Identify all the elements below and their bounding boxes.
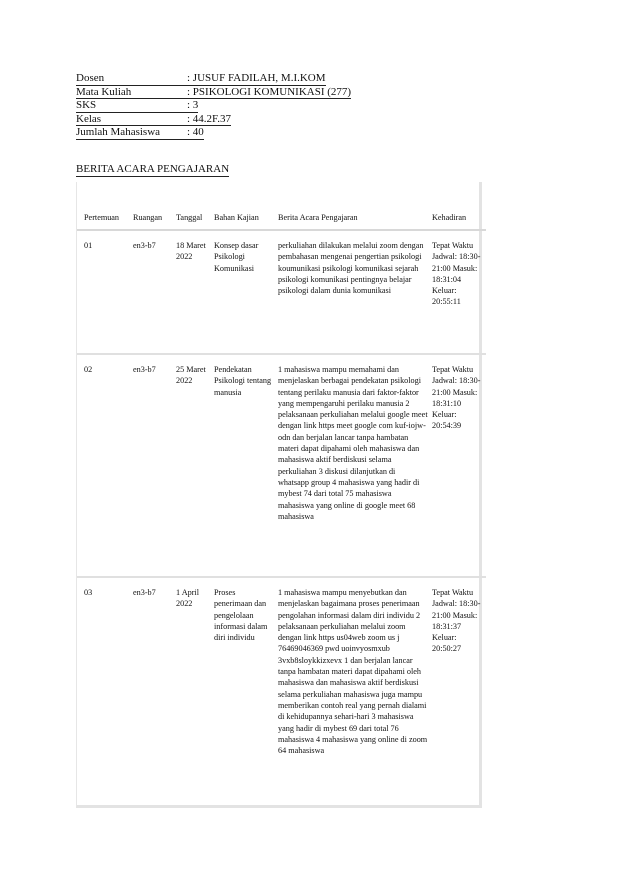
header-tanggal: Tanggal (176, 212, 203, 222)
course-info (76, 72, 351, 140)
header-ruangan: Ruangan (133, 212, 163, 222)
info-row-jumlah-mahasiswa (76, 126, 351, 140)
info-label: Jumlah Mahasiswa (76, 126, 187, 140)
header-kehadiran: Kehadiran (432, 212, 467, 222)
table-row (77, 354, 486, 577)
header-pertemuan: Pertemuan (84, 212, 120, 222)
cell-kehadiran (432, 230, 486, 354)
cell-tanggal (176, 577, 214, 805)
cell-bahan-kajian-text: Konsep dasar Psikologi Komunikasi (214, 241, 259, 273)
cell-berita-acara-text: 1 mahasiswa mampu memahami dan menjelaskan berbagai pendekatan psikologi tentang perilaku manusia dari faktor-faktor yang mempengaruhi perilaku manusia 2 pelaksanaan perkuliahan melalui google meet dengan link https meet google com kuf-iojw-odn dan berjalan lancar tanpa hambatan materi dapat dipahami oleh mahasiswa dan mahasiswa aktif berdiskusi selama perkuliahan 3 diskusi dilanjutkan di whatsapp group 4 mahasiswa yang hadir di mybest 74 dari total 75 mahasiswa mahasiswa yang online di google meet 68 mahasiswa (278, 365, 428, 521)
cell-tanggal-text: 25 Maret 2022 (176, 365, 206, 386)
teaching-report-table (76, 182, 482, 808)
cell-berita-acara-text: perkuliahan dilakukan melalui zoom dengan pembahasan mengenai pengertian psikologi koumunikasi psikologi komunikasi sejarah psikologi komunikasi pentingnya belajar psikologi dalam dunia komunikasi (278, 241, 424, 296)
info-label: Dosen (76, 72, 187, 86)
cell-kehadiran (432, 577, 486, 805)
info-value: : JUSUF FADILAH, M.I.KOM (187, 72, 326, 84)
info-value: : PSIKOLOGI KOMUNIKASI (277) (187, 85, 352, 98)
table-row (77, 577, 486, 805)
cell-kehadiran-text: Tepat Waktu Jadwal: 18:30-21:00 Masuk: 18:31:10 Keluar: 20:54:39 (432, 365, 481, 431)
cell-pertemuan: 03 (84, 588, 93, 597)
info-row-kelas (76, 113, 351, 127)
info-value: : 44.2F.37 (187, 112, 232, 125)
info-row-sks (76, 99, 351, 113)
cell-bahan-kajian-text: Proses penerimaan dan pengelolaan informasi dalam diri individu (214, 588, 268, 643)
header-berita-acara: Berita Acara Pengajaran (278, 212, 358, 222)
cell-kehadiran (432, 354, 486, 577)
cell-bahan-kajian-text: Pendekatan Psikologi tentang manusia (214, 365, 272, 397)
info-row-mata-kuliah (76, 86, 351, 100)
cell-berita-acara-text: 1 mahasiswa mampu menyebutkan dan menjelaskan bagaimana proses penerimaan pengolahan informasi dalam diri individu 2 pelaksanaan perkuliahan melalui zoom dengan link https us04web zoom us j 76469046369 pwd uoinvyosmxub 3vxb8sloykkizxevx 1 dan berjalan lancar tanpa hambatan materi dapat dipahami oleh mahasiswa dan mahasiswa aktif berdiskusi selama perkuliahan mahasiswa juga mampu memberikan contoh real yang pernah dialami di kehidupannya sehari-hari 3 mahasiswa yang hadir di mybest 69 dari total 76 mahasiswa 4 mahasiswa yang online di zoom 64 mahasiswa (278, 588, 428, 756)
cell-bahan-kajian (214, 354, 278, 577)
report-table (77, 182, 486, 805)
cell-tanggal-text: 18 Maret 2022 (176, 241, 206, 262)
cell-tanggal (176, 230, 214, 354)
info-value: : 3 (187, 99, 199, 112)
cell-kehadiran-text: Tepat Waktu Jadwal: 18:30-21:00 Masuk: 18:31:37 Keluar: 20:50:27 (432, 588, 481, 654)
info-label: SKS (76, 99, 187, 113)
table-row (77, 230, 486, 354)
cell-berita-acara (278, 354, 432, 577)
cell-bahan-kajian (214, 577, 278, 805)
cell-berita-acara (278, 577, 432, 805)
cell-pertemuan: 02 (84, 365, 93, 374)
cell-ruangan: en3-b7 (133, 365, 156, 374)
info-label: Mata Kuliah (76, 86, 187, 100)
cell-tanggal (176, 354, 214, 577)
section-title: BERITA ACARA PENGAJARAN (76, 163, 230, 175)
cell-ruangan: en3-b7 (133, 241, 156, 250)
cell-ruangan: en3-b7 (133, 588, 156, 597)
header-bahan-kajian: Bahan Kajian (214, 212, 259, 222)
cell-bahan-kajian (214, 230, 278, 354)
info-label: Kelas (76, 113, 187, 127)
cell-kehadiran-text: Tepat Waktu Jadwal: 18:30-21:00 Masuk: 18:31:04 Keluar: 20:55:11 (432, 241, 481, 307)
table-header-row (77, 182, 486, 230)
info-row-dosen (76, 72, 351, 86)
cell-berita-acara (278, 230, 432, 354)
cell-pertemuan: 01 (84, 241, 93, 250)
cell-tanggal-text: 1 April 2022 (176, 588, 199, 609)
info-value: : 40 (187, 126, 204, 139)
